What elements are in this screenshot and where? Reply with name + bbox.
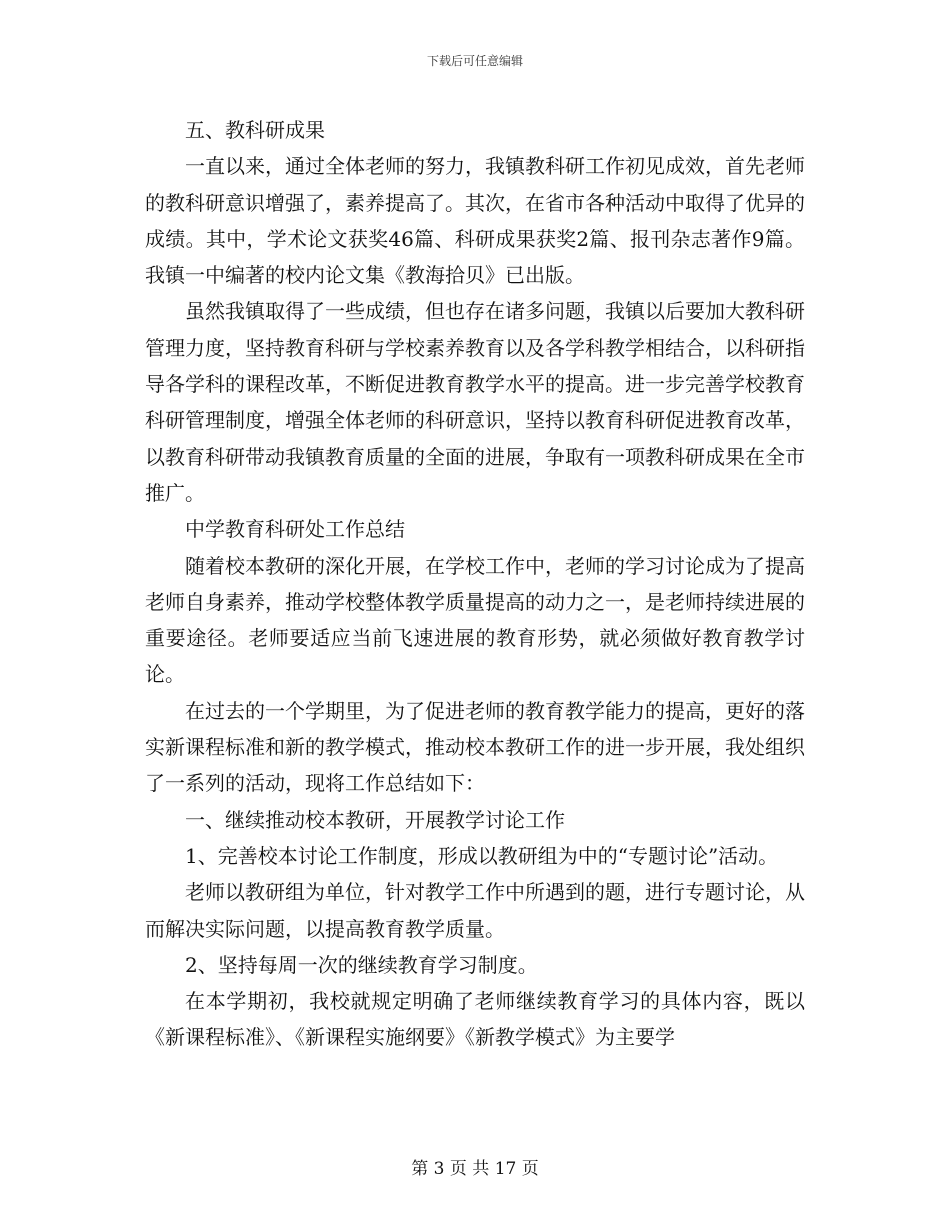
paragraph: 在本学期初，我校就规定明确了老师继续教育学习的具体内容，既以《新课程标准》、《新课程实施纲要》《新教学模式》为主要学 (145, 989, 805, 1050)
paragraph: 2、坚持每周一次的继续教育学习制度。 (185, 952, 538, 977)
section-heading: 五、教科研成果 (185, 118, 325, 142)
paragraph: 老师以教研组为单位，针对教学工作中所遇到的题，进行专题讨论，从而解决实际问题，以提高教育教学质量。 (145, 880, 805, 941)
document-body (145, 112, 805, 1056)
section-heading: 一、继续推动校本教研，开展教学讨论工作 (185, 807, 565, 832)
document-title: 中学教育科研处工作总结 (185, 517, 405, 542)
page-number: 第 3 页 共 17 页 (411, 1159, 539, 1179)
paragraph: 1、完善校本讨论工作制度，形成以教研组为中的“专题讨论”活动。 (185, 843, 779, 868)
paragraph: 虽然我镇取得了一些成绩，但也存在诸多问题，我镇以后要加大教科研管理力度，坚持教育科研与学校素养教育以及各学科教学相结合，以科研指导各学科的课程改革，不断促进教育教学水平的提高。进一步完善学校教育科研管理制度，增强全体老师的科研意识，坚持以教育科研促进教育改革，以教育科研带动我镇教育质量的全面的进展，争取有一项教科研成果在全市推广。 (145, 299, 805, 505)
page-header-note: 下载后可任意编辑 (426, 54, 523, 68)
paragraph: 一直以来，通过全体老师的努力，我镇教科研工作初见成效，首先老师的教科研意识增强了，素养提高了。其次，在省市各种活动中取得了优异的成绩。其中，学术论文获奖46篇、科研成果获奖2篇、报刊杂志著作9篇。我镇一中编著的校内论文集《教海拾贝》已出版。 (145, 154, 805, 288)
paragraph: 在过去的一个学期里，为了促进老师的教育教学能力的提高，更好的落实新课程标准和新的教学模式，推动校本教研工作的进一步开展，我处组织了一系列的活动，现将工作总结如下： (145, 698, 805, 796)
paragraph: 随着校本教研的深化开展，在学校工作中，老师的学习讨论成为了提高老师自身素养，推动学校整体教学质量提高的动力之一，是老师持续进展的重要途径。老师要适应当前飞速进展的教育形势，就必须做好教育教学讨论。 (145, 553, 805, 687)
